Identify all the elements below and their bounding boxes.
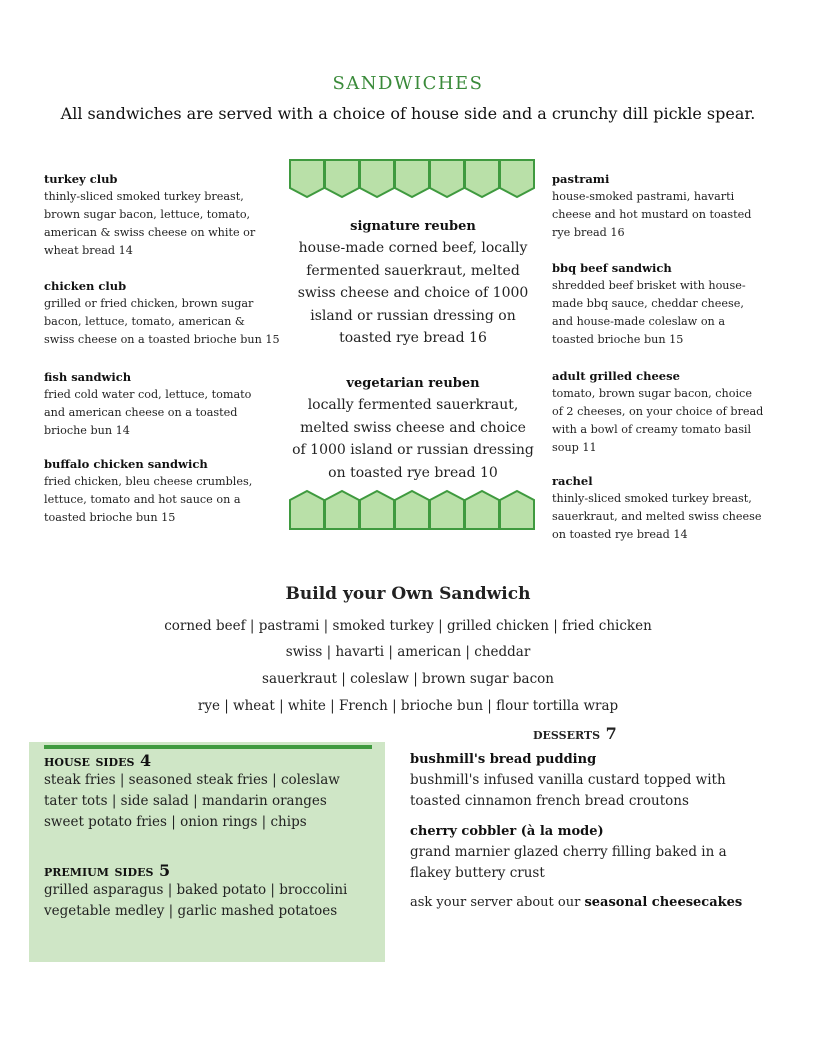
item-desc-line: brioche bun 14 <box>44 424 130 437</box>
item-desc-line: house-smoked pastrami, havarti <box>552 190 735 203</box>
item-name: chicken club <box>44 279 127 293</box>
menu-item-pastrami <box>552 170 777 242</box>
build-your-own-toppings: sauerkraut | coleslaw | brown sugar bacon <box>262 671 554 687</box>
item-desc-line: shredded beef brisket with house- <box>552 279 746 292</box>
premium-sides-title: premium sides 5 <box>44 861 171 880</box>
item-desc-line: bushmill's infused vanilla custard topped with <box>410 772 726 788</box>
item-desc-line: cheese and hot mustard on toasted <box>552 208 752 221</box>
menu-item-buffalo-chicken-sandwich <box>44 455 284 527</box>
sides-divider <box>44 745 372 749</box>
menu-item-adult-grilled-cheese <box>552 367 782 457</box>
build-your-own-title: Build your Own Sandwich <box>285 584 531 604</box>
item-desc-line: grilled or fried chicken, brown sugar <box>44 297 254 310</box>
item-desc-line: toasted brioche bun 15 <box>44 511 176 524</box>
sides-line: grilled asparagus | baked potato | broccolini <box>44 882 348 898</box>
menu-item-turkey-club <box>44 170 284 260</box>
item-name: bushmill's bread pudding <box>410 752 597 767</box>
menu-item-vegetarian-reuben <box>288 373 538 484</box>
item-desc-line: island or russian dressing on <box>310 307 516 324</box>
item-desc-line: toasted brioche bun 15 <box>552 333 684 346</box>
item-desc-line: fried cold water cod, lettuce, tomato <box>44 388 252 401</box>
item-name: buffalo chicken sandwich <box>44 457 208 471</box>
item-desc-line: soup 11 <box>552 441 597 454</box>
item-name: cherry cobbler (à la mode) <box>410 824 604 839</box>
item-name: vegetarian reuben <box>346 376 480 391</box>
item-desc-line: locally fermented sauerkraut, <box>307 397 519 413</box>
build-your-own-proteins: corned beef | pastrami | smoked turkey | grilled chicken | fried chicken <box>164 618 652 634</box>
item-desc-line: of 2 cheeses, on your choice of bread <box>552 405 764 418</box>
item-desc-line: grand marnier glazed cherry filling baked in a <box>410 844 727 860</box>
premium-sides <box>44 861 374 922</box>
item-desc-line: rye bread 16 <box>552 226 625 239</box>
cheesecake-note-highlight: seasonal cheesecakes <box>584 895 743 910</box>
build-your-own-breads: rye | wheat | white | French | brioche bun | flour tortilla wrap <box>197 698 619 714</box>
menu-item-fish-sandwich <box>44 368 284 440</box>
item-desc-line: toasted rye bread 16 <box>339 330 487 346</box>
item-name: adult grilled cheese <box>552 369 680 383</box>
dessert-cherry-cobbler <box>410 822 790 884</box>
cheesecake-note-text: ask your server about our <box>410 895 585 910</box>
menu-item-rachel <box>552 472 782 544</box>
item-name: signature reuben <box>350 219 476 234</box>
item-name: rachel <box>552 474 593 488</box>
item-desc-line: sauerkraut, and melted swiss cheese <box>552 510 762 523</box>
menu-item-bbq-beef-sandwich <box>552 259 777 349</box>
item-desc-line: thinly-sliced smoked turkey breast, <box>44 190 244 203</box>
item-desc-line: brown sugar bacon, lettuce, tomato, <box>44 208 251 221</box>
menu-item-signature-reuben <box>288 216 538 350</box>
item-desc-line: wheat bread 14 <box>44 244 133 257</box>
item-name: fish sandwich <box>44 370 132 384</box>
item-desc-line: made bbq sauce, cheddar cheese, <box>552 297 744 310</box>
item-desc-line: fermented sauerkraut, melted <box>306 262 520 279</box>
page-subtitle: All sandwiches are served with a choice of house side and a crunchy dill pickle spear. <box>60 104 756 123</box>
item-desc-line: fried chicken, bleu cheese crumbles, <box>44 475 253 488</box>
page-title: sandwiches <box>332 66 484 95</box>
house-sides <box>44 751 374 833</box>
house-sides-title: house sides 4 <box>44 751 152 770</box>
decorative-tile-border-bottom <box>288 488 538 532</box>
item-desc-line: swiss cheese on a toasted brioche bun 15 <box>44 333 280 346</box>
desserts-title: desserts 7 <box>533 724 617 743</box>
item-desc-line: and american cheese on a toasted <box>44 406 238 419</box>
item-desc-line: thinly-sliced smoked turkey breast, <box>552 492 752 505</box>
item-desc-line: toasted cinnamon french bread croutons <box>410 793 689 809</box>
item-desc-line: flakey buttery crust <box>410 865 545 881</box>
sides-line: tater tots | side salad | mandarin oranges <box>44 793 327 809</box>
cheesecake-note <box>410 895 800 910</box>
item-desc-line: melted swiss cheese and choice <box>300 419 526 436</box>
menu-item-chicken-club <box>44 277 289 349</box>
item-desc-line: bacon, lettuce, tomato, american & <box>44 315 245 328</box>
dessert-bread-pudding <box>410 750 790 812</box>
item-desc-line: tomato, brown sugar bacon, choice <box>552 387 752 400</box>
item-name: bbq beef sandwich <box>552 261 672 275</box>
item-desc-line: lettuce, tomato and hot sauce on a <box>44 493 241 506</box>
item-desc-line: of 1000 island or russian dressing <box>292 442 534 458</box>
item-desc-line: on toasted rye bread 10 <box>328 464 498 481</box>
item-desc-line: american & swiss cheese on white or <box>44 226 256 239</box>
sides-line: sweet potato fries | onion rings | chips <box>44 814 307 830</box>
item-desc-line: with a bowl of creamy tomato basil <box>552 423 752 436</box>
item-desc-line: swiss cheese and choice of 1000 <box>297 285 529 301</box>
build-your-own-cheeses: swiss | havarti | american | cheddar <box>285 644 531 660</box>
sides-line: steak fries | seasoned steak fries | coleslaw <box>44 772 340 788</box>
decorative-tile-border-top <box>288 158 538 200</box>
item-name: pastrami <box>552 172 610 186</box>
item-desc-line: and house-made coleslaw on a <box>552 315 725 328</box>
item-desc-line: house-made corned beef, locally <box>298 240 528 256</box>
sides-line: vegetable medley | garlic mashed potatoes <box>44 903 338 919</box>
item-desc-line: on toasted rye bread 14 <box>552 528 688 541</box>
item-name: turkey club <box>44 172 118 186</box>
